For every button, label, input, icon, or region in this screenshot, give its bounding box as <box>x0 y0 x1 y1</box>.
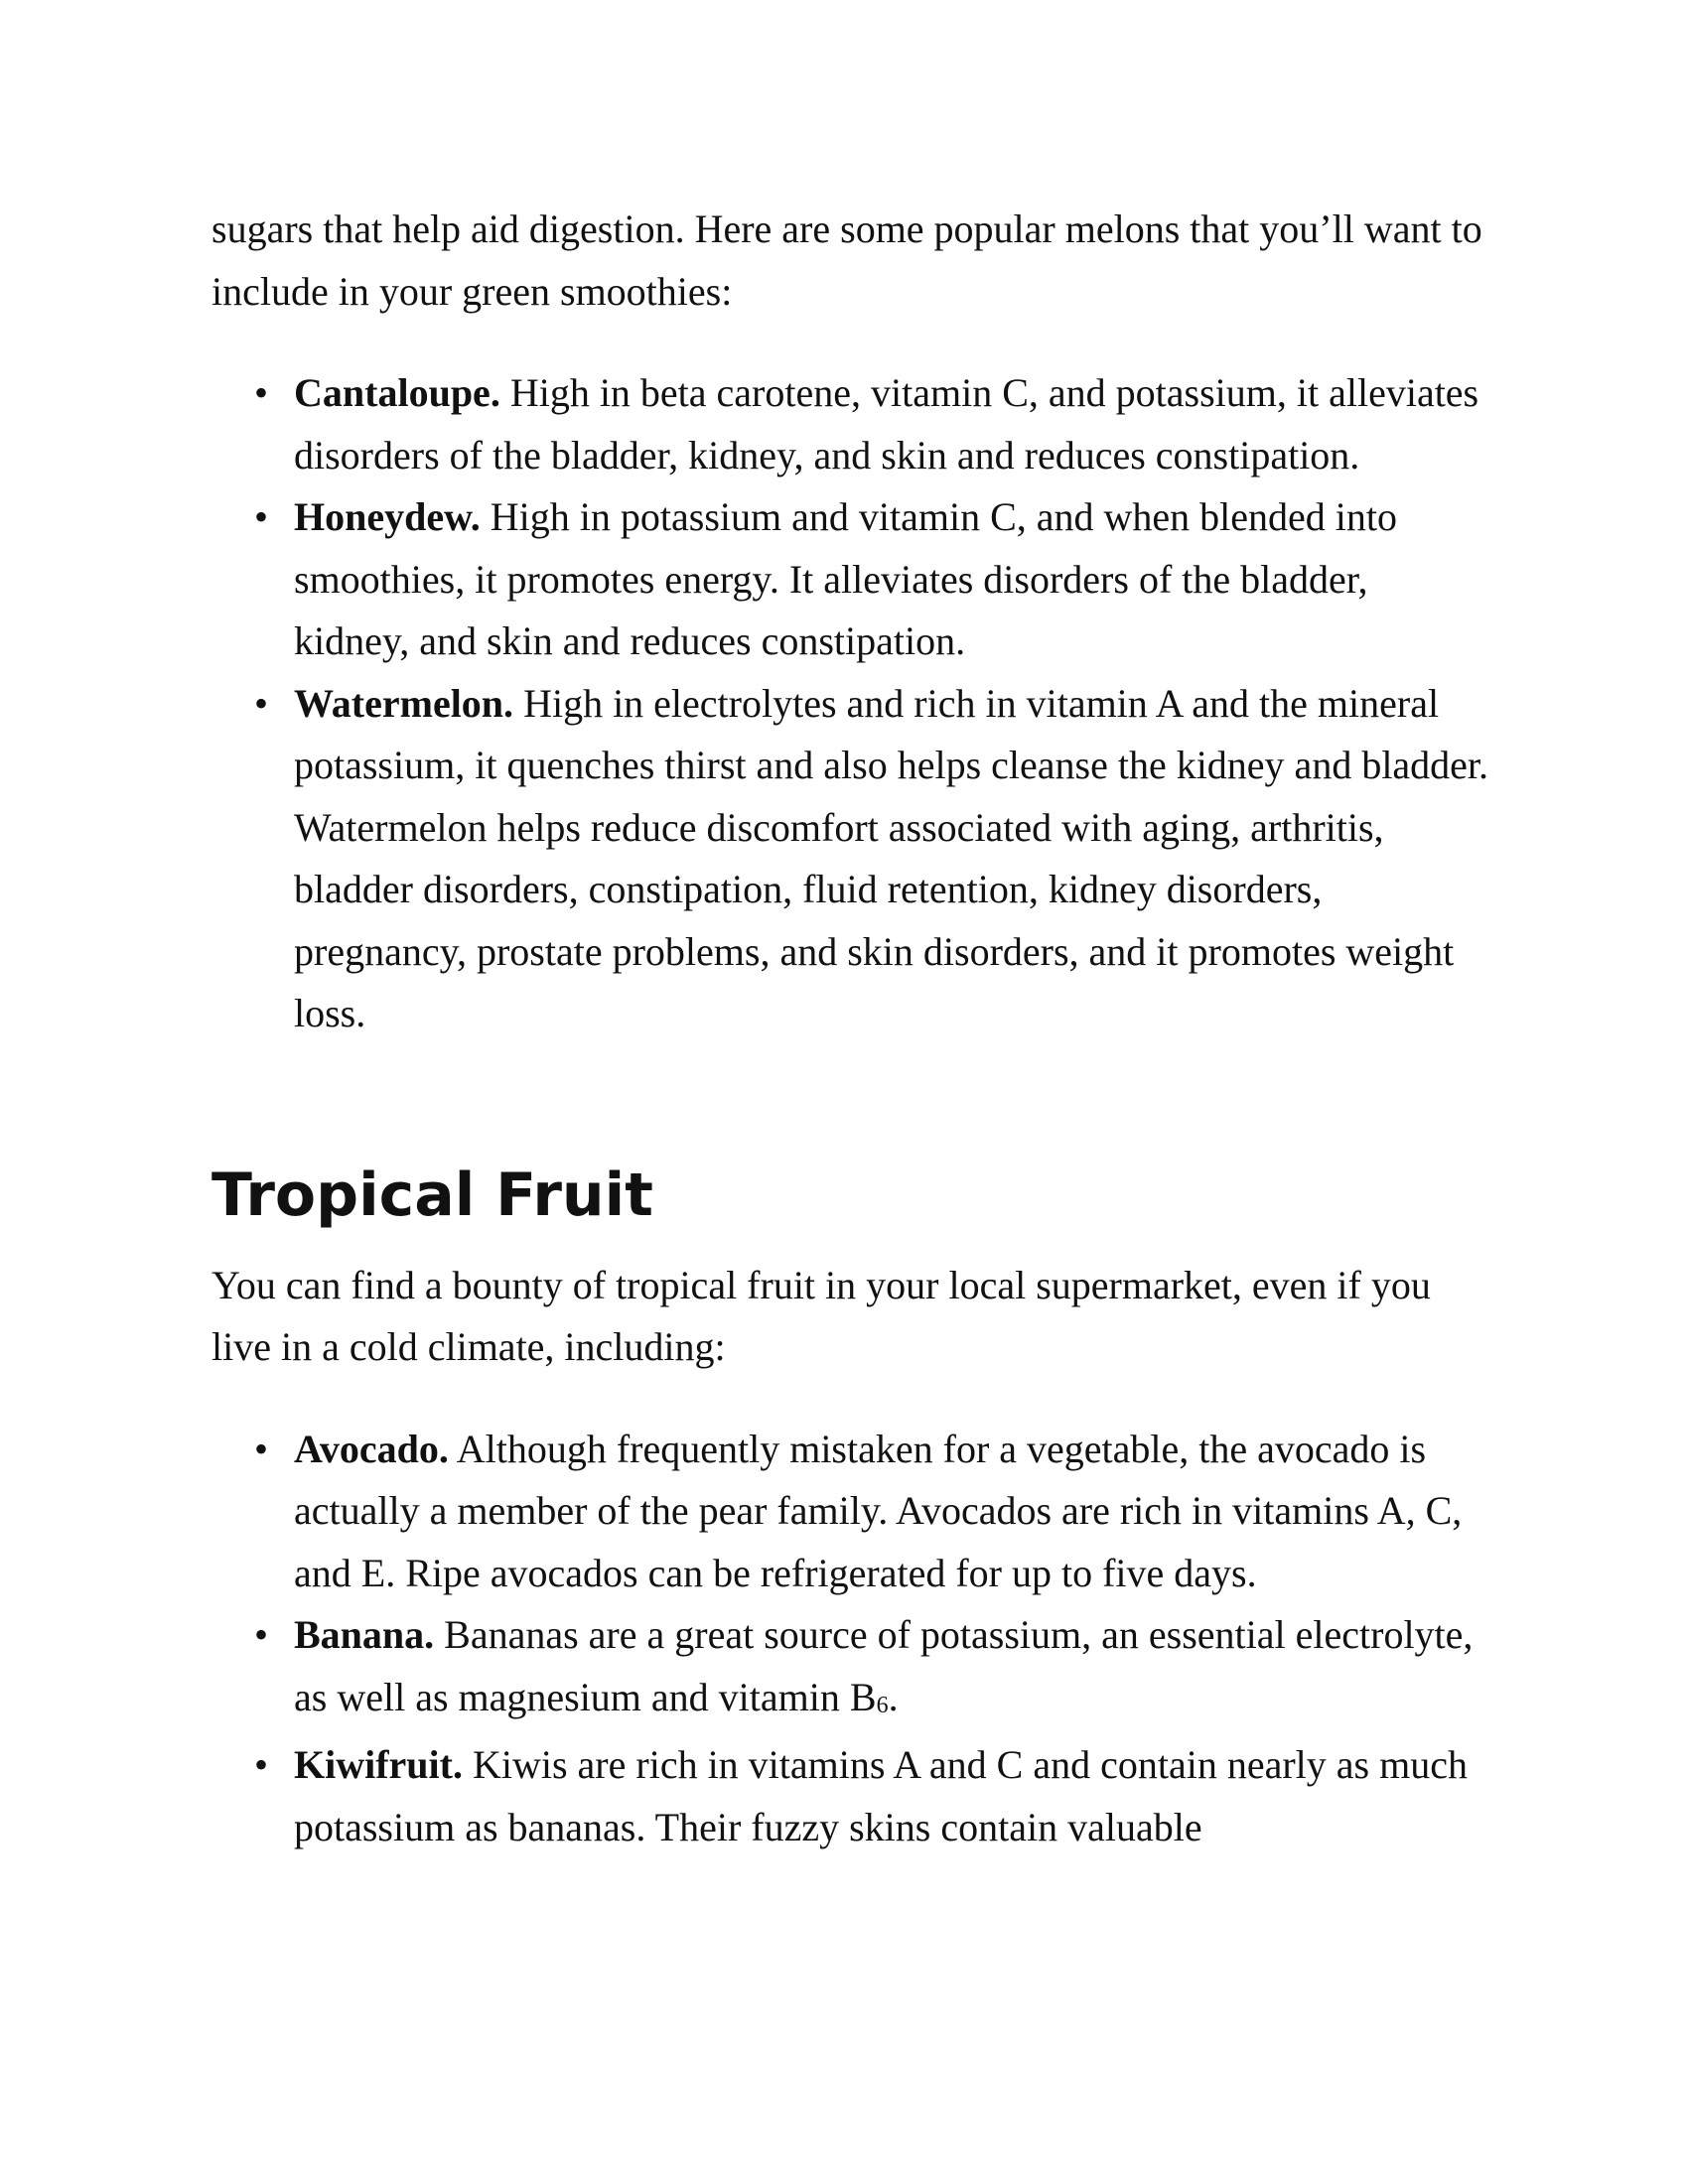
bullet-icon: • <box>254 680 269 726</box>
melon-list <box>211 362 1492 1045</box>
list-item-honeydew <box>254 486 1492 673</box>
item-term: Banana. <box>294 1612 435 1657</box>
item-term: Watermelon. <box>294 680 514 726</box>
tropical-fruit-list <box>211 1419 1492 1859</box>
section-heading: Tropical Fruit <box>211 1160 653 1230</box>
item-text: High in electrolytes and rich in vitamin A and the mineral potassium, it quenches thirst and also helps cleanse the kidney and bladder. Watermelon helps reduce discomfort associated with aging, arthritis, bladder disorders, constipation, fluid retention, kidney disorders, pregnancy, prostate problems, and skin disorders, and it promotes weight loss. <box>294 680 1489 1035</box>
list-item-kiwifruit <box>254 1734 1492 1858</box>
bullet-icon: • <box>254 494 269 539</box>
bullet-icon: • <box>254 370 269 415</box>
item-term: Avocado. <box>294 1426 449 1471</box>
document-page <box>211 199 1492 1858</box>
item-text: High in beta carotene, vitamin C, and potassium, it alleviates disorders of the bladder, kidney, and skin and reduces constipation. <box>294 370 1479 478</box>
bullet-icon: • <box>254 1426 269 1471</box>
item-text: Kiwis are rich in vitamins A and C and contain nearly as much potassium as bananas. Their fuzzy skins contain valuable <box>294 1742 1468 1849</box>
list-item-avocado <box>254 1419 1492 1605</box>
item-term: Honeydew. <box>294 494 481 539</box>
item-text: High in potassium and vitamin C, and when blended into smoothies, it promotes energy. It alleviates disorders of the bladder, kidney, and skin and reduces constipation. <box>294 494 1398 663</box>
subscript: 6 <box>876 1692 889 1718</box>
bullet-icon: • <box>254 1742 269 1787</box>
section-intro-paragraph: You can find a bounty of tropical fruit in your local supermarket, even if you live in a cold climate, including: <box>211 1262 1431 1369</box>
bullet-icon: • <box>254 1612 269 1657</box>
item-term: Cantaloupe. <box>294 370 500 415</box>
list-item-cantaloupe <box>254 362 1492 486</box>
item-suffix: . <box>888 1674 899 1719</box>
intro-paragraph: sugars that help aid digestion. Here are some popular melons that you’ll want to include in your green smoothies: <box>211 206 1482 314</box>
list-item-banana <box>254 1604 1492 1734</box>
item-term: Kiwifruit. <box>294 1742 463 1787</box>
list-item-watermelon <box>254 673 1492 1045</box>
item-text: Bananas are a great source of potassium, an essential electrolyte, as well as magnesium and vitamin B <box>294 1612 1474 1719</box>
item-text: Although frequently mistaken for a vegetable, the avocado is actually a member of the pear family. Avocados are rich in vitamins A, C, and E. Ripe avocados can be refrigerated for up to five days. <box>294 1426 1463 1595</box>
